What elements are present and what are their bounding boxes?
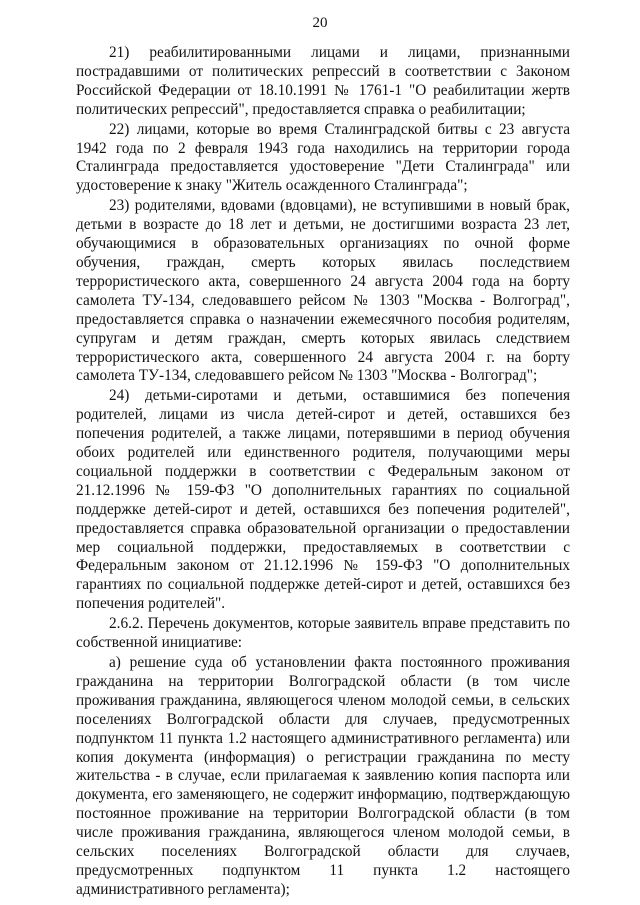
document-body [76,44,570,901]
paragraph-item-22: 22) лицами, которые во время Сталинградской битвы с 23 августа 1942 года по 2 февраля 1943 года находились на территории города Сталинграда предоставляется удостоверение "Дети Сталинграда" или удостоверение к знаку "Житель осажденного Сталинграда"; [76,120,570,195]
paragraph-item-21: 21) реабилитированными лицами и лицами, признанными пострадавшими от политических репрессий в соответствии с Законом Российской Федерации от 18.10.1991 № 1761-1 "О реабилитации жертв политических репрессий", предоставляется справка о реабилитации; [76,44,570,118]
paragraph-item-24: 24) детьми-сиротами и детьми, оставшимися без попечения родителей, лицами из числа детей-сирот и детей, оставшихся без попечения родителей, а также лицами, потерявшими в период обучения обоих родителей или единственного родителя, получающими меры социальной поддержки в соответствии с Федеральным законом от 21.12.1996 № 159-ФЗ "О дополнительных гарантиях по социальной поддержке детей-сирот и детей, оставшихся без попечения родителей", предоставляется справка образовательной организации о предоставлении мер социальной поддержки, предоставляемых в соответствии с Федеральным законом от 21.12.1996 № 159-ФЗ "О дополнительных гарантиях по социальной поддержке детей-сирот и детей, оставшихся без попечения родителей". [76,387,570,613]
paragraph-item-a: а) решение суда об установлении факта постоянного проживания гражданина на территории Волгоградской области (в том числе проживания гражданина, являющегося членом молодой семьи, в сельских поселениях Волгоградской области для случаев, предусмотренных подпунктом 11 пункта 1.2 настоящего административного регламента) или копия документа (информация) о регистрации гражданина по месту жительства - в случае, если прилагаемая к заявлению копия паспорта или документа, его заменяющего, не содержит информацию, подтверждающую постоянное проживание на территории Волгоградской области (в том числе проживания гражданина, являющегося членом молодой семьи, в сельских поселениях Волгоградской области для случаев, предусмотренных подпунктом 11 пункта 1.2 настоящего административного регламента); [76,654,570,898]
section-2-6-2-heading: 2.6.2. Перечень документов, которые заявитель вправе представить по собственной инициативе: [76,615,570,652]
page-number: 20 [312,15,328,31]
paragraph-item-23: 23) родителями, вдовами (вдовцами), не вступившими в новый брак, детьми в возрасте до 18 лет и детьми, не достигшими возраста 23 лет, обучающимися в образовательных организациях по очной форме обучения, граждан, смерть которых явилась последствием террористического акта, совершенного 24 августа 2004 года на борту самолета ТУ-134, следовавшего рейсом № 1303 "Москва - Волгоград", предоставляется справка о назначении ежемесячного пособия родителям, супругам и детям граждан, смерть которых явилась следствием террористического акта, совершенного 24 августа 2004 г. на борту самолета ТУ-134, следовавшего рейсом № 1303 "Москва - Волгоград"; [76,197,570,385]
